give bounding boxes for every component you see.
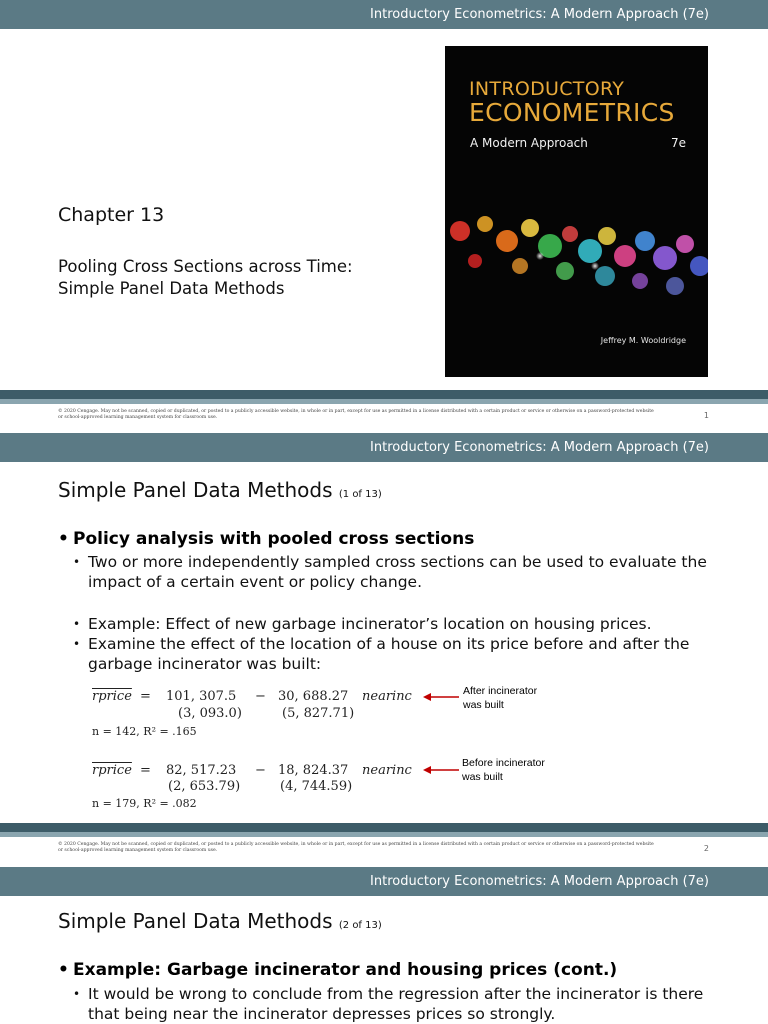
slide-title — [58, 478, 382, 502]
header-title: Introductory Econometrics: A Modern Approach (7e) — [370, 7, 709, 22]
eq-variable: nearinc — [362, 763, 412, 778]
sub-bullet-text: Two or more independently sampled cross sections can be used to evaluate the impact of a certain event or policy change. — [88, 553, 707, 591]
header-bar — [0, 0, 768, 29]
eq-minus: − — [255, 763, 266, 778]
slide-title-text: Simple Panel Data Methods — [58, 909, 333, 933]
eq-stats: n = 179, R² = .082 — [92, 797, 197, 810]
sub-bullet-text: Examine the effect of the location of a house on its price before and after the garbage incinerator was built: — [88, 635, 690, 673]
footer-bar-light — [0, 399, 768, 404]
footer-bar-light — [0, 832, 768, 837]
footer-bar-dark — [0, 390, 768, 399]
footer-bars — [0, 390, 768, 404]
eq-equals: = — [140, 689, 151, 704]
eq-se-constant: (3, 093.0) — [178, 706, 242, 721]
slide-title-count: (2 of 13) — [338, 920, 382, 931]
cover-edition: 7e — [671, 136, 687, 150]
copyright-note: © 2020 Cengage. May not be scanned, copied or duplicated, or posted to a publicly accessible website, in whole or in part, except for use as permitted in a license distributed with a certain product or service or otherwise on a password-protected website or school-approved learning management system for classroom use. — [58, 842, 654, 853]
header-title: Introductory Econometrics: A Modern Approach (7e) — [370, 440, 709, 455]
header-bar — [0, 867, 768, 896]
eq-equals: = — [140, 763, 151, 778]
book-cover — [445, 46, 708, 377]
page-number: 2 — [703, 844, 709, 853]
eq-se-coefficient: (4, 744.59) — [280, 779, 353, 794]
sub-bullet-3: • Examine the effect of the location of a house on its price before and after the garbage incinerator was built: — [73, 634, 723, 674]
cover-title-line-1: INTRODUCTORY — [469, 78, 625, 100]
eq-stats: n = 142, R² = .165 — [92, 725, 197, 738]
slide-1 — [0, 0, 768, 433]
page-number: 1 — [703, 411, 709, 420]
sub-bullet-2: • Example: Effect of new garbage incinerator’s location on housing prices. — [73, 614, 723, 634]
copyright-note: © 2020 Cengage. May not be scanned, copied or duplicated, or posted to a publicly accessible website, in whole or in part, except for use as permitted in a license distributed with a certain product or service or otherwise on a password-protected website or school-approved learning management system for classroom use. — [58, 409, 654, 420]
eq-minus: − — [255, 689, 266, 704]
eq-constant: 101, 307.5 — [166, 689, 237, 704]
arrow-left-icon — [422, 764, 460, 776]
header-title: Introductory Econometrics: A Modern Approach (7e) — [370, 874, 709, 889]
chapter-label: Chapter 13 — [58, 204, 165, 226]
slide-3 — [0, 867, 768, 1024]
sub-bullet-1: • It would be wrong to conclude from the regression after the incinerator is there that being near the incinerator depresses prices so strongly. — [73, 984, 723, 1024]
slide-title — [58, 909, 382, 933]
eq-lhs: rprice — [92, 763, 132, 778]
eq-coefficient: 30, 688.27 — [278, 689, 349, 704]
footer-bars — [0, 823, 768, 837]
cover-bokeh-image — [445, 206, 708, 356]
slide-title-text: Simple Panel Data Methods — [58, 478, 333, 502]
cover-subtitle: A Modern Approach — [470, 136, 588, 150]
slide-2 — [0, 433, 768, 867]
eq-se-coefficient: (5, 827.71) — [282, 706, 355, 721]
eq-variable: nearinc — [362, 689, 412, 704]
main-bullet: • Example: Garbage incinerator and housing prices (cont.) — [58, 960, 618, 980]
cover-author: Jeffrey M. Wooldridge — [600, 336, 686, 345]
sub-bullet-line-2: that being near the incinerator depresses prices so strongly. — [88, 1005, 556, 1023]
slide-title-count: (1 of 13) — [338, 489, 382, 500]
annotation-before: Before incinerator was built — [462, 757, 545, 783]
subtitle-line-2: Simple Panel Data Methods — [58, 279, 285, 298]
sub-bullet-line-1: It would be wrong to conclude from the regression after the incinerator is there — [88, 985, 704, 1003]
main-bullet-text: Example: Garbage incinerator and housing prices (cont.) — [73, 960, 618, 980]
eq-se-constant: (2, 653.79) — [168, 779, 241, 794]
sub-bullet-text: Example: Effect of new garbage incinerator’s location on housing prices. — [88, 615, 652, 633]
eq-coefficient: 18, 824.37 — [278, 763, 349, 778]
arrow-left-icon — [422, 691, 460, 703]
sub-bullet-1: • Two or more independently sampled cross sections can be used to evaluate the impact of a certain event or policy change. — [73, 552, 723, 592]
annotation-after: After incinerator was built — [463, 685, 538, 711]
eq-lhs: rprice — [92, 689, 132, 704]
cover-title-line-2: ECONOMETRICS — [469, 98, 675, 127]
chapter-subtitle — [58, 256, 353, 300]
eq-constant: 82, 517.23 — [166, 763, 237, 778]
main-bullet-text: Policy analysis with pooled cross sections — [73, 529, 475, 549]
footer-bar-dark — [0, 823, 768, 832]
main-bullet: • Policy analysis with pooled cross sections — [58, 529, 475, 549]
header-bar — [0, 433, 768, 462]
subtitle-line-1: Pooling Cross Sections across Time: — [58, 257, 353, 276]
